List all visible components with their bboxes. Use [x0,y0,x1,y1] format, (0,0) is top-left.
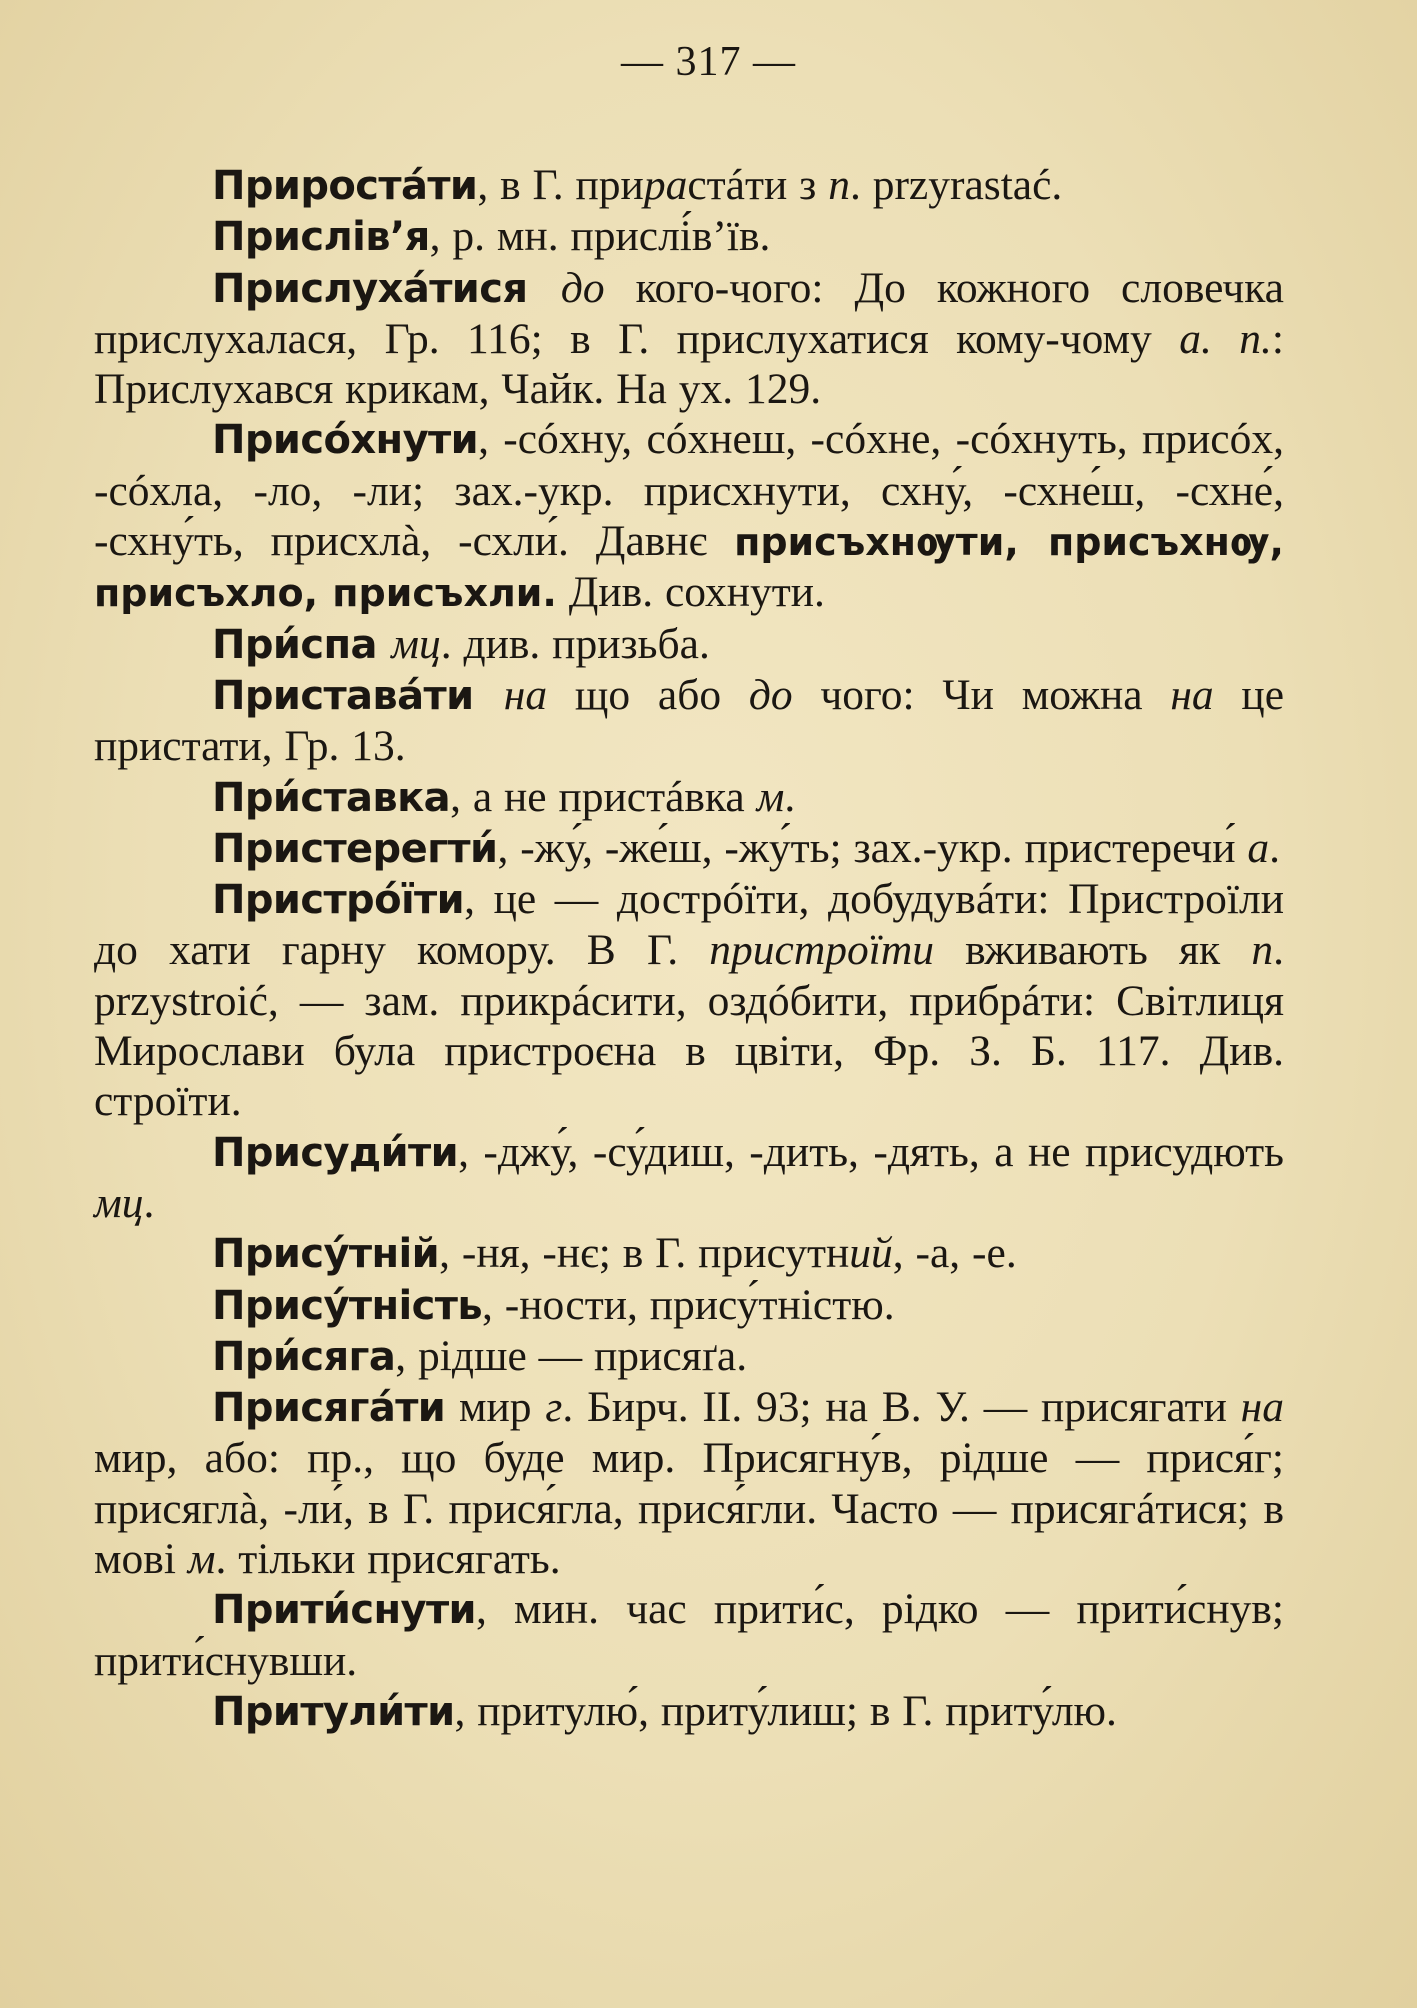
dictionary-entry [94,670,1284,772]
dictionary-entry [94,1127,1284,1229]
entry-text: . Бирч. II. 93; на В. У. — присягати [562,1383,1241,1432]
dictionary-entry [94,1584,1284,1686]
dictionary-entry [94,414,1284,618]
italic-label: на [503,670,548,719]
entry-headword: Прити́снути [212,1587,476,1634]
entry-list [94,160,1284,1737]
italic-label: мц [391,619,441,668]
entry-headword: Присóхнути [212,417,479,464]
italic-label: м [187,1535,216,1584]
dictionary-entry [94,823,1284,874]
entry-text: це пристати, Гр. 13. [94,670,1285,771]
entry-text: вживають як [934,926,1252,975]
entry-text: . [1269,823,1281,872]
entry-text: , -сóхну, сóхнеш, -сóхне, -сóхнуть, присóх, -сóхла, -ло, -ли; зах.-укр. присхнути, схну́, -схне́ш, -схне́, -схну́ть, присхлà, -схли́. Давнє [94,415,1284,566]
italic-label: до [748,670,793,719]
entry-headword: При́ставка [212,774,451,821]
entry-headword: Пристерегти́ [212,825,498,872]
dictionary-entry [94,1331,1284,1382]
entry-headword: Прислів’я [212,214,430,261]
italic-label: а [1247,823,1270,872]
entry-text: . [784,772,796,821]
entry-headword: Присягáти [212,1385,446,1432]
entry-text: , в Г. при [477,161,644,209]
entry-text: що або [547,670,749,719]
entry-headword: При́спа [212,621,392,668]
entry-text: кого-чого: До кожного словечка прислухалася, Гр. 116; в Г. прислухатися кому-чому [94,263,1284,363]
entry-text: , мин. час прити́с, рідко — прити́снув; прити́снувши. [94,1585,1284,1685]
italic-label: ра [643,161,688,209]
dictionary-entry [94,263,1284,415]
entry-text: , р. мн. прислі́в’їв. [429,212,771,261]
italic-label: мц [94,1178,144,1227]
entry-text: . див. призьба. [440,619,710,668]
entry-headword: Прису́тній [212,1231,440,1278]
entry-text: , притулю́, приту́лиш; в Г. приту́лю. [454,1686,1117,1735]
entry-text: , -ня, -нє; в Г. присутн [439,1229,850,1278]
entry-text: , -жу́, -же́ш, -жу́ть; зах.-укр. пристеречи́ [497,823,1248,872]
entry-text: мир, або: пр., що буде мир. Присягну́в, рідше — прися́г; присяглà, -ли́, в Г. прися́гла, прися́гли. Часто — присягáтися; в мові [94,1434,1284,1584]
entry-text: . przystroić, — зам. прикрáсити, оздóбити, прибрáти: Світлиця Мирослави була пристроєна в цвіти, Фр. З. Б. 117. Див. строїти. [94,926,1284,1126]
entry-text: мир [445,1383,546,1432]
entry-text: , рідше — присяґа. [395,1331,748,1380]
entry-text: , -а, -е. [892,1229,1017,1278]
entry-headword: Приставáти [212,672,504,719]
entry-headword: Притули́ти [212,1688,455,1735]
italic-label: м [756,772,785,821]
entry-text: , а не пристáвка [450,772,757,821]
italic-label: п [828,161,850,209]
italic-label: на [1240,1383,1284,1432]
italic-label: до [560,263,605,312]
entry-text: чого: Чи можна [792,670,1171,719]
entry-headword: Прислухáтися [212,265,561,312]
entry-text: Див. сохнути. [556,568,825,617]
entry-headword: Приростáти [212,163,478,209]
italic-label: ий [849,1229,893,1278]
entry-text: . тільки присягать. [215,1535,561,1584]
entry-headword: При́сяга [212,1333,396,1380]
entry-text: , це — дострóїти, добудувáти: Пристроїли до хати гарну комору. В Г. [94,875,1284,975]
dictionary-entry [94,1382,1284,1584]
dictionary-entry [94,160,1284,211]
entry-text: , -ности, прису́тністю. [482,1280,895,1329]
dictionary-entry [94,211,1284,262]
dictionary-entry [94,1686,1284,1737]
entry-text: : Прислухався крикам, Чайк. На ух. 129. [94,314,1284,414]
italic-label: пристроїти [709,926,934,975]
italic-label: г [545,1383,563,1432]
entry-text: . przyrastać. [849,161,1063,209]
entry-text: . [143,1178,155,1227]
old-spelling: присъхнѹти, присъхнѹ, присъхло, присъхли. [94,520,1284,616]
dictionary-entry [94,619,1284,670]
italic-label: а. п. [1179,314,1272,363]
entry-headword: Пристрóїти [212,877,465,924]
page-number: — 317 — [621,39,796,85]
entry-text: стáти з [687,161,829,209]
dictionary-entry [94,772,1284,823]
dictionary-entry [94,874,1284,1126]
dictionary-entry [94,1228,1284,1279]
entry-headword: Присуди́ти [212,1129,459,1176]
entry-text: , -джу́, -су́диш, -дить, -дять, а не присудють [458,1127,1284,1176]
italic-label: п [1251,926,1274,975]
dictionary-entry [94,1280,1284,1331]
entry-headword: Прису́тність [212,1282,483,1329]
italic-label: на [1170,670,1214,719]
